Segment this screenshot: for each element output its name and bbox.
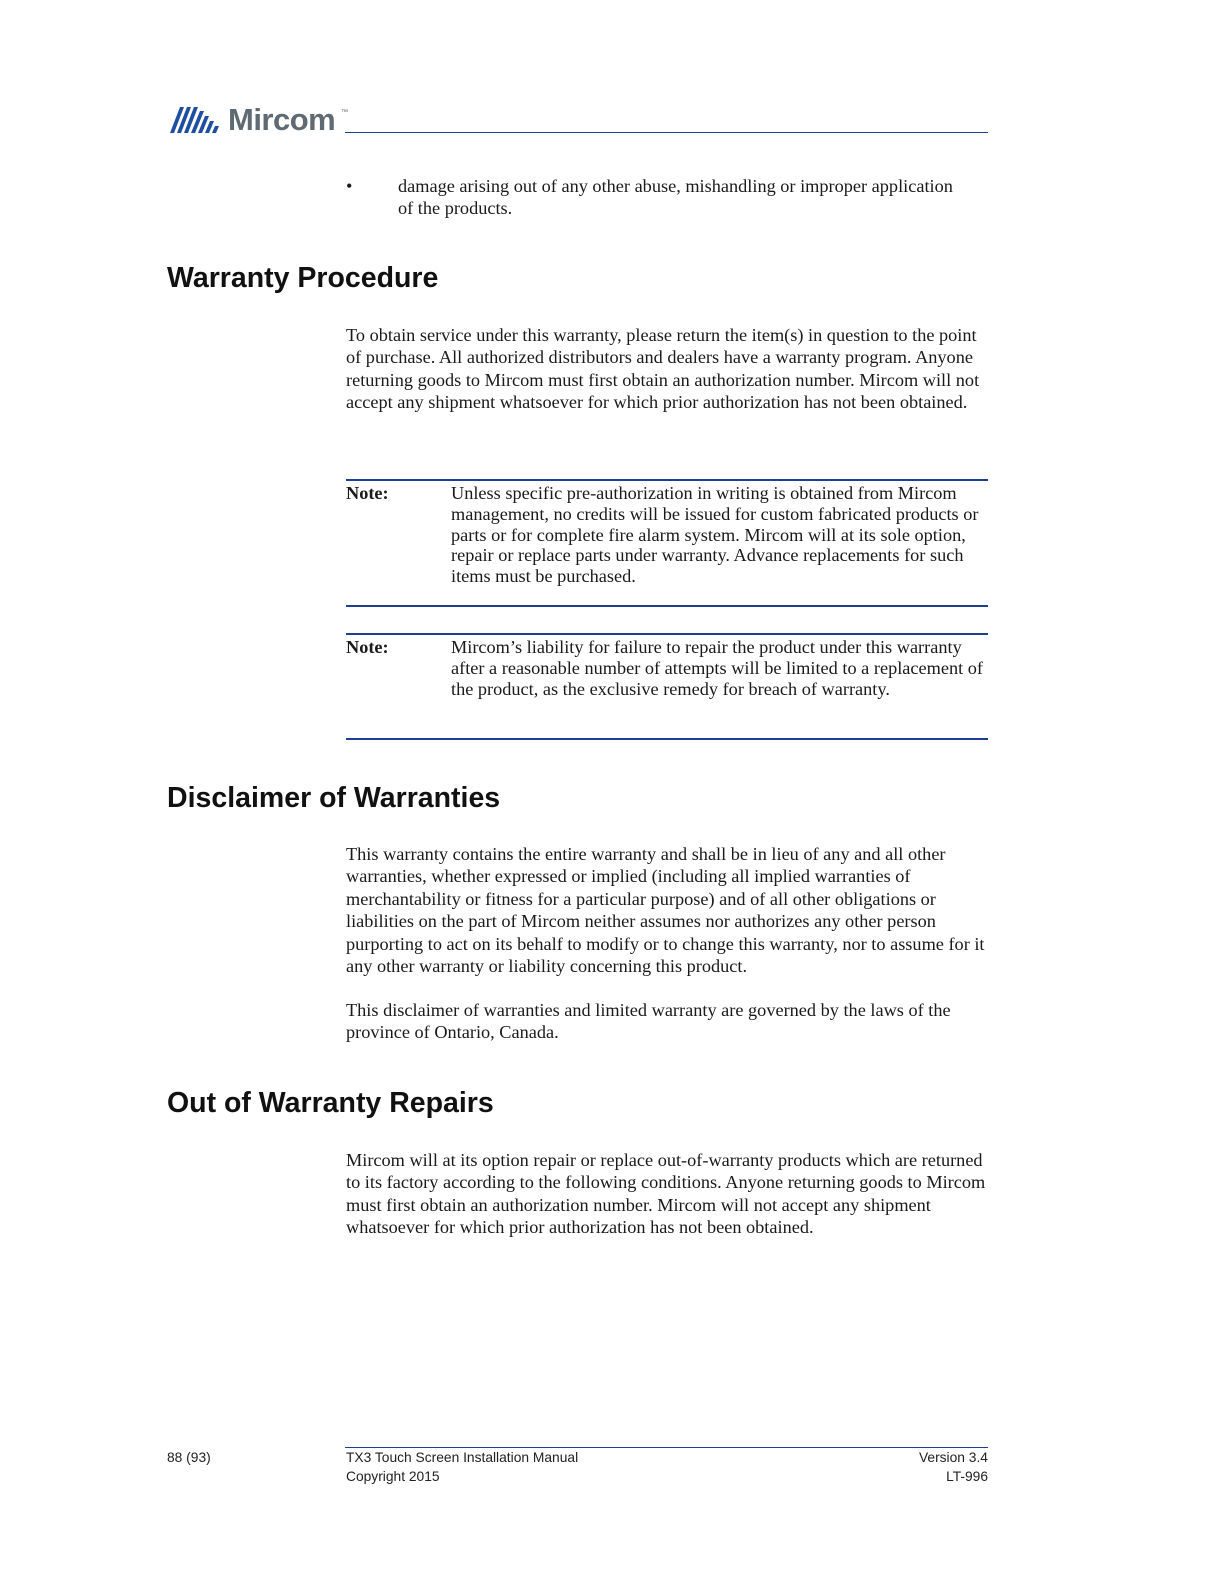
- note-box: [346, 479, 988, 607]
- note-label: Note:: [346, 637, 389, 657]
- note-label: Note:: [346, 483, 389, 503]
- heading-out-of-warranty-repairs: Out of Warranty Repairs: [167, 1087, 494, 1119]
- footer-doc-number: LT-996: [946, 1469, 988, 1484]
- logo-wordmark: Mircom: [228, 102, 336, 137]
- footer-page-number: 88 (93): [167, 1450, 211, 1465]
- mircom-logo-mark-icon: [168, 103, 226, 137]
- footer-manual-title: TX3 Touch Screen Installation Manual: [346, 1450, 579, 1465]
- header-rule: [345, 132, 988, 133]
- disclaimer-paragraph-2: This disclaimer of warranties and limited warranty are governed by the laws of the province of Ontario, Canada.: [346, 1000, 951, 1043]
- footer-version: Version 3.4: [918, 1450, 988, 1465]
- heading-warranty-procedure: Warranty Procedure: [167, 262, 439, 294]
- note-box: [346, 633, 988, 740]
- bullet-symbol: •: [346, 176, 353, 196]
- footer-copyright: Copyright 2015: [346, 1469, 440, 1484]
- logo-trademark: ™: [341, 109, 348, 116]
- note-text: Unless specific pre-authorization in writing is obtained from Mircom management, no credits will be issued for custom fabricated products or parts or for complete fire alarm system. Mircom will at its sole option, repair or replace parts under warranty. Advance replacements for such items must be purchased.: [451, 483, 979, 587]
- out-of-warranty-paragraph: Mircom will at its option repair or replace out-of-warranty products which are returned to its factory according to the following conditions. Anyone returning goods to Mircom must first obtain an authorization number. Mircom will not accept any shipment whatsoever for which prior authorization has not been obtained.: [346, 1150, 986, 1238]
- heading-disclaimer-of-warranties: Disclaimer of Warranties: [167, 782, 501, 814]
- bullet-text: damage arising out of any other abuse, mishandling or improper application of the products.: [398, 176, 953, 219]
- disclaimer-paragraph-1: This warranty contains the entire warranty and shall be in lieu of any and all other warranties, whether expressed or implied (including all implied warranties of merchantability or fitness for a particular purpose) and of all other obligations or liabilities on the part of Mircom neither assumes nor authorizes any other person purporting to act on its behalf to modify or to change this warranty, nor to assume for it any other warranty or liability concerning this product.: [346, 844, 985, 977]
- mircom-logo: [168, 103, 348, 137]
- note-text: Mircom’s liability for failure to repair the product under this warranty after a reasonable number of attempts will be limited to a replacement of the product, as the exclusive remedy for breach of warranty.: [451, 637, 983, 699]
- warranty-procedure-paragraph: To obtain service under this warranty, please return the item(s) in question to the point of purchase. All authorized distributors and dealers have a warranty program. Anyone returning goods to Mircom must first obtain an authorization number. Mircom will not accept any shipment whatsoever for which prior authorization has not been obtained.: [346, 325, 980, 413]
